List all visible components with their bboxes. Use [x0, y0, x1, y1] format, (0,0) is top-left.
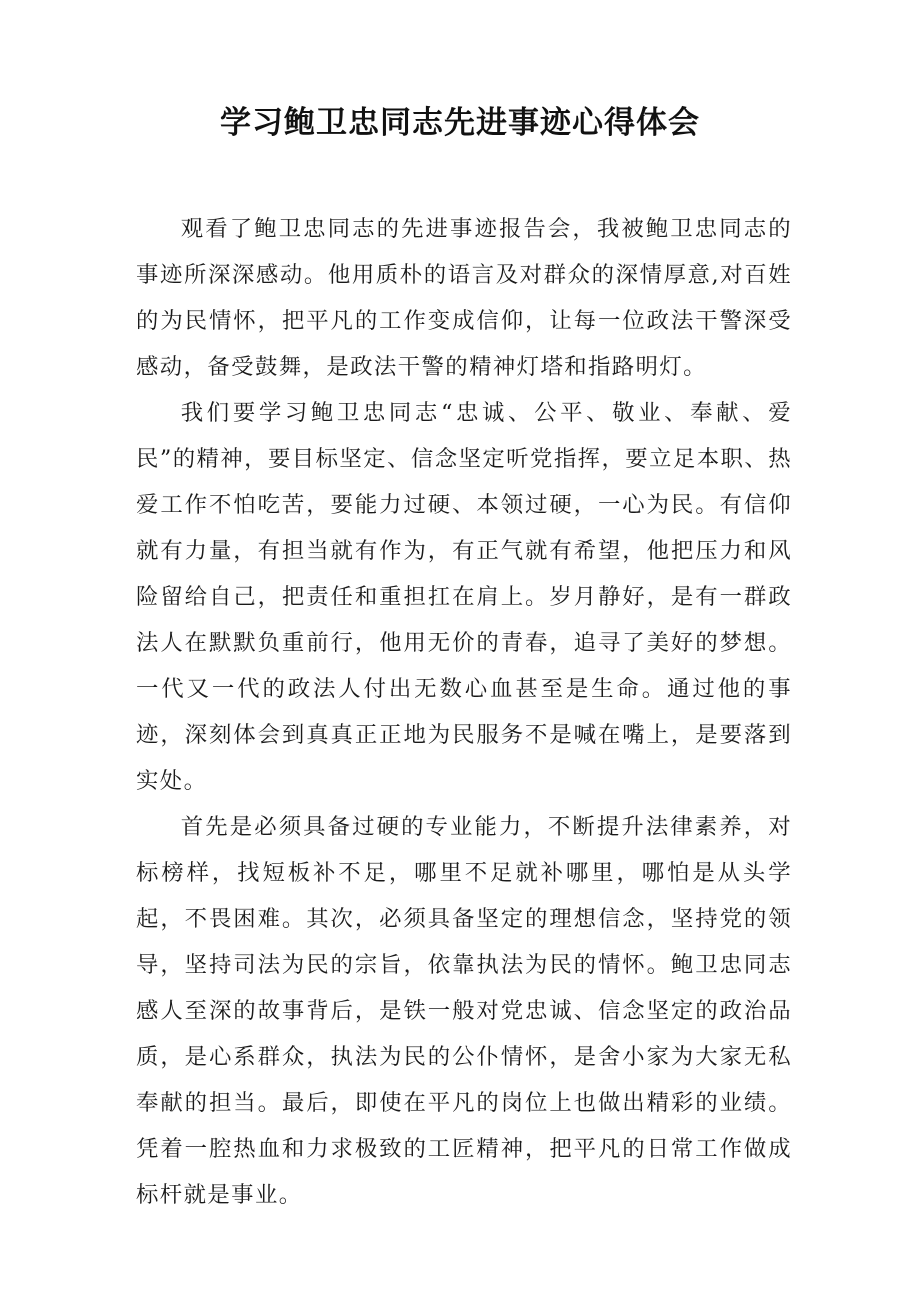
- paragraph-1: 观看了鲍卫忠同志的先进事迹报告会，我被鲍卫忠同志的事迹所深深感动。他用质朴的语言及对群众的深情厚意,对百姓的为民情怀，把平凡的工作变成信仰，让每一位政法干警深受感动，备受鼓舞，是政法干警的精神灯塔和指路明灯。: [136, 216, 792, 380]
- paragraph-2: 我们要学习鲍卫忠同志“忠诚、公平、敬业、奉献、爱民”的精神，要目标坚定、信念坚定听党指挥，要立足本职、热爱工作不怕吃苦，要能力过硬、本领过硬，一心为民。有信仰就有力量，有担当就有作为，有正气就有希望，他把压力和风险留给自己，把责任和重担扛在肩上。岁月静好，是有一群政法人在默默负重前行，他用无价的青春，追寻了美好的梦想。一代又一代的政法人付出无数心血甚至是生命。通过他的事迹，深刻体会到真真正正地为民服务不是喊在嘴上，是要落到实处。: [136, 400, 792, 794]
- document-title: 学习鲍卫忠同志先进事迹心得体会: [220, 105, 700, 141]
- document-body: [136, 206, 792, 1218]
- paragraph-3: 首先是必须具备过硬的专业能力，不断提升法律素养，对标榜样，找短板补不足，哪里不足就补哪里，哪怕是从头学起，不畏困难。其次，必须具备坚定的理想信念，坚持党的领导，坚持司法为民的宗旨，依靠执法为民的情怀。鲍卫忠同志感人至深的故事背后，是铁一般对党忠诚、信念坚定的政治品质，是心系群众，执法为民的公仆情怀，是舍小家为大家无私奉献的担当。最后，即使在平凡的岗位上也做出精彩的业绩。凭着一腔热血和力求极致的工匠精神，把平凡的日常工作做成标杆就是事业。: [136, 814, 792, 1208]
